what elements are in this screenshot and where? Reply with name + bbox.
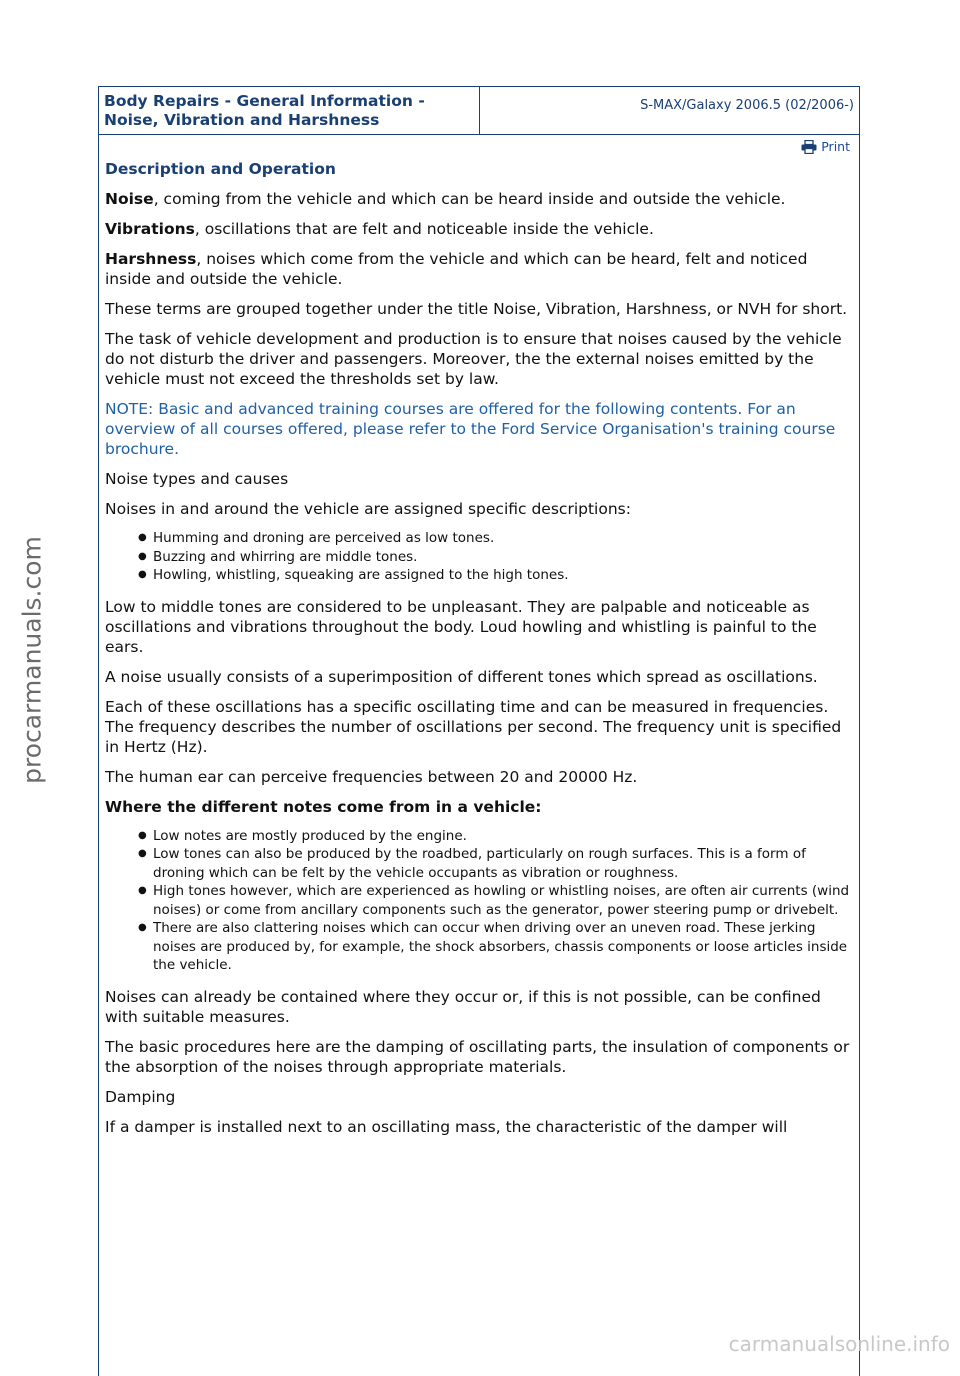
document-frame [98,86,860,1376]
paragraph-vibrations [105,219,853,239]
list-item: ● Low notes are mostly produced by the engine. [153,827,853,846]
content [99,159,859,1137]
sources-list [105,827,853,975]
list-item: ● High tones however, which are experienced as howling or whistling noises, are often air currents (wind noises) or come from ancillary components such as the generator, power steering pump or drivebelt. [153,882,853,919]
section-heading: Description and Operation [105,160,336,178]
text-noise: , coming from the vehicle and which can be heard inside and outside the vehicle. [153,190,786,208]
print-row [99,135,859,159]
list-item: ● Humming and droning are perceived as low tones. [153,529,853,548]
header-title-line2: Noise, Vibration and Harshness [104,111,380,129]
paragraph-harshness [105,249,853,289]
note-training: NOTE: Basic and advanced training courses are offered for the following contents. For an overview of all courses offered, please refer to the Ford Service Organisation's training course brochure. [105,400,836,458]
paragraph-damper: If a damper is installed next to an oscillating mass, the characteristic of the damper will [105,1117,788,1136]
header-model: S-MAX/Galaxy 2006.5 (02/2006-) [640,98,854,113]
list-item: ● Buzzing and whirring are middle tones. [153,548,853,567]
header-title [99,87,480,134]
damping-title: Damping [105,1087,176,1106]
where-heading [105,797,853,817]
list-item: ● Howling, whistling, squeaking are assigned to the high tones. [153,566,853,585]
noise-types-title: Noise types and causes [105,470,289,488]
paragraph-terms: These terms are grouped together under the title Noise, Vibration, Harshness, or NVH for short. [105,300,848,318]
paragraph-procedures: The basic procedures here are the damping of oscillating parts, the insulation of components or the absorption of the noises through appropriate materials. [105,1037,850,1076]
paragraph-frequency: Each of these oscillations has a specific oscillating time and can be measured in frequencies. The frequency describes the number of oscillations per second. The frequency unit is specified in Hertz (Hz). [105,697,842,756]
paragraph-human-ear: The human ear can perceive frequencies between 20 and 20000 Hz. [105,767,638,786]
text-harshness: , noises which come from the vehicle and which can be heard, felt and noticed inside and outside the vehicle. [105,250,808,288]
term-vibrations: Vibrations [105,220,195,238]
print-link[interactable] [801,139,850,154]
text-vibrations: , oscillations that are felt and noticeable inside the vehicle. [194,220,654,238]
bottom-watermark: carmanualsonline.info [728,1332,950,1356]
paragraph-noise [105,189,853,209]
term-noise: Noise [105,190,154,208]
paragraph-task: The task of vehicle development and production is to ensure that noises caused by the vehicle do not disturb the driver and passengers. Moreover, the the external noises emitted by the vehicle must not exceed the thresholds set by law. [105,330,842,388]
printer-icon [801,140,817,154]
side-watermark-text: procarmanuals.com [17,536,47,784]
page-header [99,87,859,135]
paragraph-superimposition: A noise usually consists of a superimposition of different tones which spread as oscillations. [105,667,818,686]
print-label: Print [821,139,850,154]
tones-list [105,529,853,585]
term-harshness: Harshness [105,250,197,268]
paragraph-low-middle: Low to middle tones are considered to be unpleasant. They are palpable and noticeable as oscillations and vibrations throughout the body. Loud howling and whistling is painful to the ears. [105,597,817,656]
list-item: ● There are also clattering noises which can occur when driving over an uneven road. These jerking noises are produced by, for example, the shock absorbers, chassis components or loose articles inside the vehicle. [153,919,853,975]
header-title-line1: Body Repairs - General Information - [104,92,425,110]
noise-types-intro: Noises in and around the vehicle are assigned specific descriptions: [105,500,631,518]
side-watermark [2,440,62,880]
paragraph-contained: Noises can already be contained where they occur or, if this is not possible, can be confined with suitable measures. [105,987,821,1026]
list-item: ● Low tones can also be produced by the roadbed, particularly on rough surfaces. This is a form of droning which can be felt by the vehicle occupants as vibration or roughness. [153,845,853,882]
where-heading-text: Where the different notes come from in a vehicle: [105,797,542,816]
